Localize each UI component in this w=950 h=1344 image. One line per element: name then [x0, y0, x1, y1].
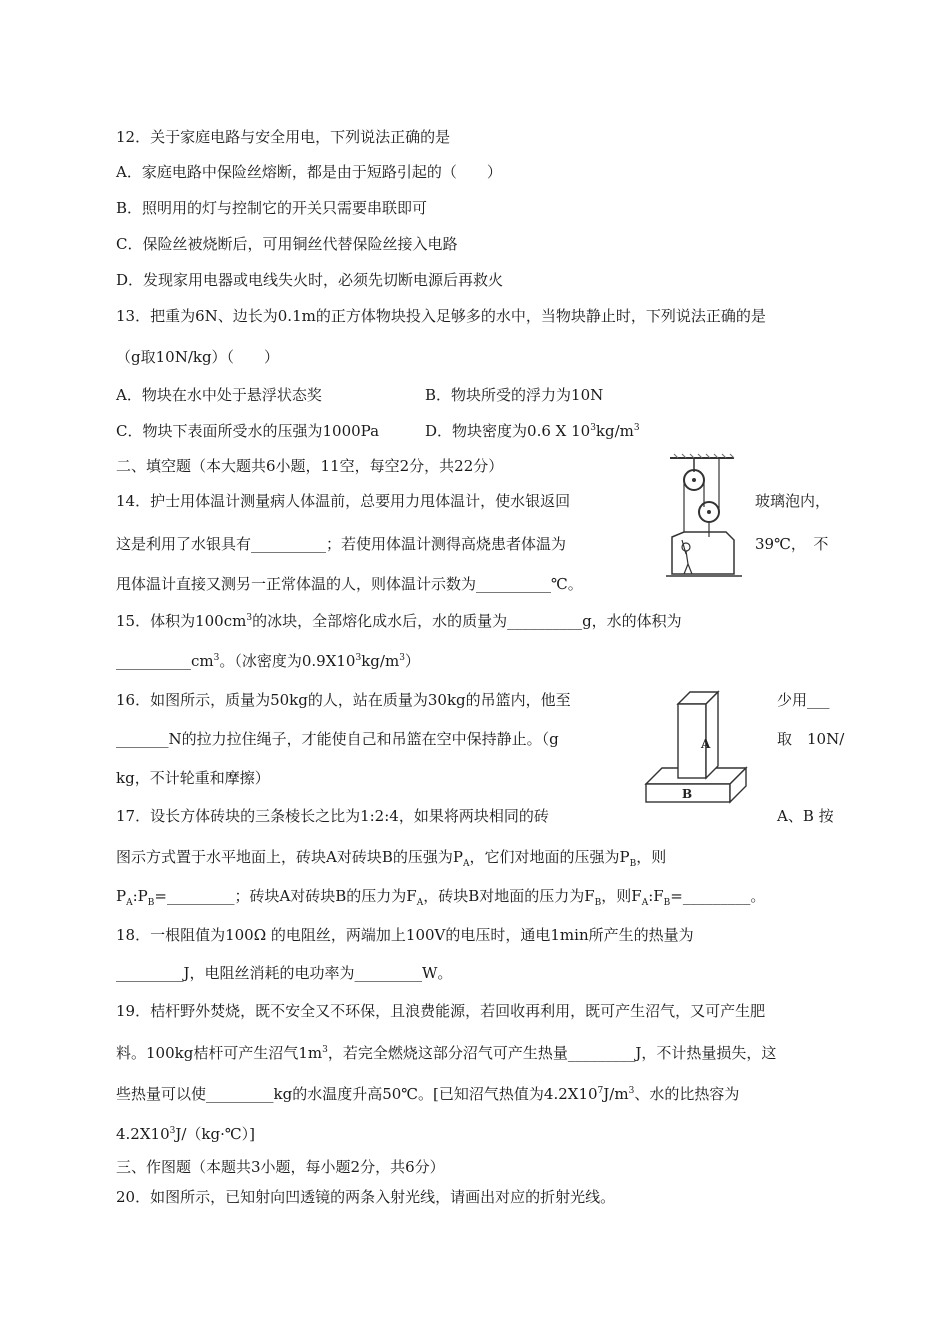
- q13-option-a: A．物块在水中处于悬浮状态奖: [116, 386, 322, 404]
- block-b-label: B: [682, 787, 693, 801]
- q17-line-3: $P_A:P_B=\_\_\_\_\_\_\_\_\_$；砖块A对砖块B的压力为$F_A$，砖块B对地面的压力为$F_B$，则$F_A:F_B=\_\_\_\_\_\_\_\_\_$。: [116, 887, 766, 908]
- q13-option-d: D．物块密度为0.6 X $10^3kg/m^3$: [425, 422, 640, 440]
- q16-line-1: 16．如图所示，质量为50kg的人，站在质量为30kg的吊篮内，他至: [116, 691, 571, 709]
- q12-stem: 12．关于家庭电路与安全用电，下列说法正确的是: [116, 128, 451, 146]
- blocks-figure: [642, 686, 752, 806]
- pulley-figure: [664, 452, 744, 580]
- q14-line-1: 14．护士用体温计测量病人体温前，总要用力甩体温计，使水银返回: [116, 492, 571, 510]
- q19-line-2: 料。100kg桔杆可产生沼气$1m^3$，若完全燃烧这部分沼气可产生热量_________J，不计热量损失，这: [116, 1044, 777, 1062]
- q12-option-a: A．家庭电路中保险丝熔断，都是由于短路引起的（ ）: [116, 163, 502, 181]
- section-2-heading: 二、填空题（本大题共6小题，11空，每空2分，共22分）: [116, 457, 504, 475]
- q18-line-1: 18．一根阻值为100Ω 的电阻丝，两端加上100V的电压时，通电1min所产生的热量为: [116, 926, 694, 944]
- q16-line-2: _______N的拉力拉住绳子，才能使自己和吊篮在空中保持静止。（g: [116, 730, 559, 748]
- q12-option-d: D．发现家用电器或电线失火时，必须先切断电源后再救火: [116, 271, 504, 289]
- section-3-heading: 三、作图题（本题共3小题，每小题2分，共6分）: [116, 1158, 445, 1176]
- q13-stem: 13．把重为6N、边长为0.1m的正方体物块投入足够多的水中，当物块静止时，下列说法正确的是: [116, 307, 766, 325]
- q14-line-3: 甩体温计直接又测另一正常体温的人，则体温计示数为__________℃。: [116, 575, 583, 593]
- q18-line-2: _________J，电阻丝消耗的电功率为_________W。: [116, 964, 453, 982]
- q14-line-2-right: 39℃， 不: [755, 535, 829, 553]
- q13-stem-2: （g取10N/kg）（ ）: [116, 348, 280, 366]
- q12-option-b: B．照明用的灯与控制它的开关只需要串联即可: [116, 199, 428, 217]
- block-a-label: A: [701, 737, 711, 751]
- q16-line-3: kg，不计轮重和摩擦）: [116, 769, 270, 787]
- q14-line-2: 这是利用了水银具有__________；若使用体温计测得高烧患者体温为: [116, 535, 567, 553]
- q16-line-1-right: 少用___: [777, 691, 830, 709]
- q19-line-3: 些热量可以使_________kg的水温度升高50℃。[已知沼气热值为$4.2X10^7J/m^3$、水的比热容为: [116, 1085, 740, 1103]
- q12-option-c: C．保险丝被烧断后，可用铜丝代替保险丝接入电路: [116, 235, 458, 253]
- q20-stem: 20．如图所示，已知射向凹透镜的两条入射光线，请画出对应的折射光线。: [116, 1188, 616, 1206]
- q17-line-1-right: A、B 按: [777, 807, 834, 825]
- q13-option-b: B．物块所受的浮力为10N: [425, 386, 604, 404]
- q17-line-2: 图示方式置于水平地面上，砖块A对砖块B的压强为$P_A$，它们对地面的压强为$P_B$，则: [116, 848, 667, 869]
- q19-line-4: $4.2X10^3J/(kg\cdot℃)$]: [116, 1125, 256, 1143]
- q15-line-1: 15．体积为$100cm^3$的冰块，全部熔化成水后，水的质量为__________g，水的体积为: [116, 612, 682, 630]
- q13-option-c: C．物块下表面所受水的压强为1000Pa: [116, 422, 380, 440]
- q16-line-2-right: 取 10N/: [777, 730, 845, 748]
- q15-line-2: $\_\_\_\_\_\_\_\_\_\_cm^3$。（冰密度为$0.9X10^3kg/m^3$）: [116, 652, 420, 670]
- q14-line-1-right: 玻璃泡内，: [755, 492, 831, 510]
- q19-line-1: 19．桔杆野外焚烧，既不安全又不环保，且浪费能源，若回收再利用，既可产生沼气，又可产生肥: [116, 1002, 766, 1020]
- q17-line-1: 17．设长方体砖块的三条棱长之比为1:2:4，如果将两块相同的砖: [116, 807, 549, 825]
